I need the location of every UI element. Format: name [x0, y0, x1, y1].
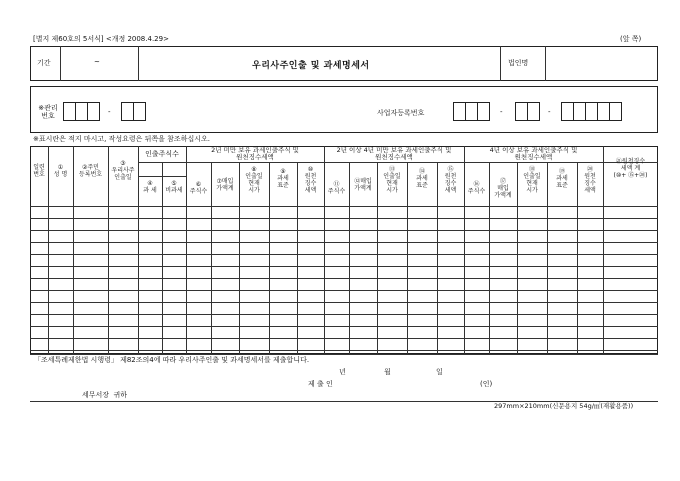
table-row [30, 278, 658, 279]
table-row [30, 242, 658, 243]
subcol-2-1: ⑪ 주식수 [327, 181, 346, 195]
col-shares-group: 인출주식수 [145, 150, 179, 158]
mgmt-dash: - [108, 108, 111, 116]
group-under-2yrs: 2년 미만 보유 과세인출주식 및 원천징수세액 [211, 146, 299, 161]
submitter-label: 제 출 인 [308, 380, 333, 388]
col-name: ① 성 명 [53, 164, 68, 178]
page-side-label: (앞 쪽) [620, 35, 642, 43]
period-tilde: ~ [94, 58, 100, 66]
subcol-3-2: ⑰ 매입 가액계 [494, 178, 512, 199]
page-title: 우리사주인출 및 과세명세서 [252, 61, 370, 71]
group-over-4yrs: 4년 이상 보유 과세인출주식 및 원천징수세액 [489, 146, 578, 161]
tax-office-addressee: 세무서장 귀하 [82, 391, 128, 399]
subcol-3-1: ⑯ 주식수 [467, 181, 486, 195]
form-reference: [별지 제60호의 5서식] <개정 2008.4.29> [33, 35, 169, 43]
col-total-withholding: ㉑원천징수 세액 계 (⑩+ ⑮+⑳) [613, 158, 648, 179]
subcol-2-5: ⑮ 원천 징수 세액 [444, 166, 457, 194]
col-nontaxable: ⑤ 비과세 [165, 180, 183, 194]
table-row [30, 338, 658, 339]
col-resident-number: ②주민 등록번호 [78, 164, 103, 178]
corp-name-label: 법인명 [508, 59, 529, 67]
biz-dash-2: - [548, 108, 551, 116]
table-row [30, 290, 658, 291]
subcol-1-3: ⑧ 인출일 현재 시가 [245, 166, 263, 194]
subcol-3-3: ⑱ 인출일 현재 시가 [523, 166, 541, 194]
subcol-3-4: ⑲ 과세 표준 [556, 168, 568, 189]
biz-box-5[interactable] [527, 102, 540, 121]
col-taxable: ④ 과 세 [143, 180, 157, 194]
table-row [30, 350, 658, 351]
col-withdraw-date: ③ 우리사주 인출일 [111, 160, 135, 181]
subcol-1-4: ⑨ 과세 표준 [277, 168, 289, 189]
table-row [30, 302, 658, 303]
notice-text: ※표시란은 적지 마시고, 작성요령은 뒤쪽을 참조하십시오. [33, 135, 210, 143]
biz-box-10[interactable] [609, 102, 622, 121]
month-label: 월 [384, 368, 391, 376]
table-row [30, 218, 658, 219]
table-row [30, 230, 658, 231]
subcol-2-4: ⑭ 과세 표준 [416, 168, 428, 189]
day-label: 일 [436, 368, 443, 376]
period-label: 기간 [37, 59, 51, 67]
seal-mark: (인) [480, 380, 493, 388]
year-label: 년 [339, 368, 346, 376]
subcol-1-5: ⑩ 원천 징수 세액 [304, 166, 317, 194]
col-serial: 일련 번호 [33, 164, 45, 178]
subcol-2-2: ⑫매입 가액계 [354, 178, 372, 192]
table-row [30, 314, 658, 315]
subcol-2-3: ⑬ 인출일 현재 시가 [383, 166, 401, 194]
statement-text: 「조세특례제한법 시행령」 제82조의4에 따라 우리사주인출 및 과세명세서를 제출합니다. [34, 356, 310, 364]
subcol-3-5: ⑳ 원천 징수 세액 [584, 166, 596, 194]
mgmt-box-5[interactable] [133, 102, 146, 121]
subcol-1-1: ⑥ 주식수 [189, 181, 208, 195]
biz-box-3[interactable] [477, 102, 490, 121]
subcol-1-2: ⑦매입 가액계 [216, 178, 234, 192]
biz-reg-label: 사업자등록번호 [377, 109, 425, 117]
mgmt-box-3[interactable] [87, 102, 100, 121]
paper-spec: 297mm×210mm(신문용지 54g/㎡(재활용품)) [494, 402, 634, 410]
table-row [30, 326, 658, 327]
group-2-to-4yrs: 2년 이상 4년 미만 보유 과세인출주식 및 원천징수세액 [336, 146, 452, 161]
biz-dash-1: - [500, 108, 503, 116]
table-row [30, 254, 658, 255]
table-row [30, 266, 658, 267]
mgmt-number-label: ※관리 번호 [38, 104, 58, 120]
